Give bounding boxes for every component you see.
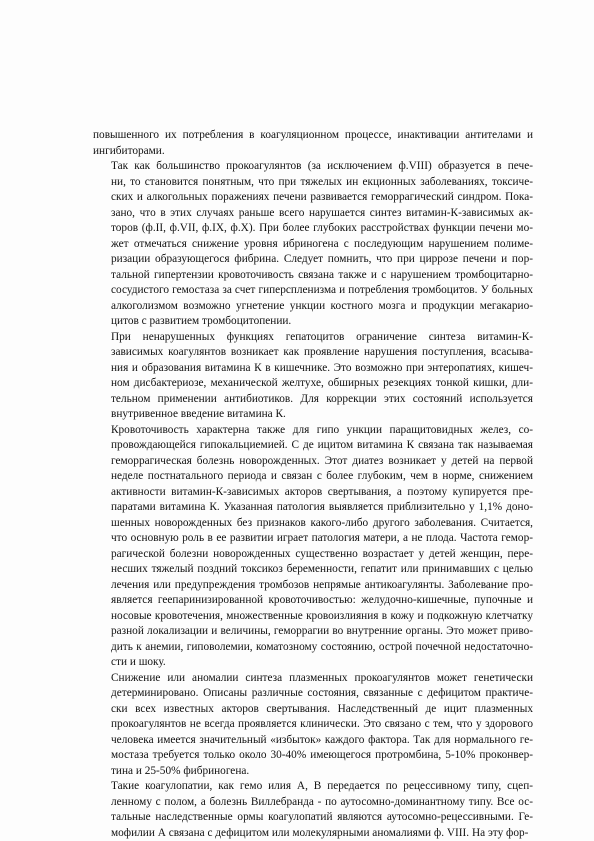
text-line: детерминировано. Описаны различные состояния, связанные с дефицитом практиче- (93, 686, 533, 702)
text-line: неделе постнатального периода и связан с более глубоким, чем в норме, снижением (93, 469, 533, 485)
text-line: лечения или предупреждения тромбозов непрямые антикоагулянты. Заболевание про- (93, 578, 533, 594)
text-line: носовые кровотечения, множественные кровоизлияния в кожу и подкожную клетчатку (93, 609, 533, 625)
paragraph (93, 671, 533, 780)
text-line: ских и алкогольных поражениях печени развивается геморрагический синдром. Пока- (93, 190, 533, 206)
text-line: человека имеется значительный «избыток» каждого фактора. Так для нормального ге- (93, 733, 533, 749)
text-line: рагической болезни новорожденных существенно возрастает у детей женщин, пере- (93, 547, 533, 563)
text-line: внутривенное введение витамина К. (93, 407, 533, 423)
text-line: геморрагическая болезнь новорожденных. Этот диатез возникает у детей на первой (93, 454, 533, 470)
text-line: ленному с полом, а болезнь Виллебранда - по аутосомно-доминантному типу. Все ос- (93, 795, 533, 811)
text-line: ни, то становится понятным, что при тяжелых ин екционных заболеваниях, токсиче- (93, 175, 533, 191)
text-line: ном дисбактериозе, механической желтухе, обширных резекциях тонкой кишки, дли- (93, 376, 533, 392)
text-line: тина и 25-50% фибриногена. (93, 764, 533, 780)
document-page (93, 128, 533, 841)
text-line: ски всех известных акторов свертывания. Наследственный де ицит плазменных (93, 702, 533, 718)
text-line: шенных новорожденных без признаков какого-либо другого заболевания. Считается, (93, 516, 533, 532)
text-line: прокоагулянтов не всегда проявляется клинически. Это связано с тем, что у здорового (93, 717, 533, 733)
text-line: тальной гипертензии кровоточивость связана также и с нарушением тромбоцитарно- (93, 268, 533, 284)
text-line: При ненарушенных функциях гепатоцитов ограничение синтеза витамин-К- (93, 330, 533, 346)
paragraph (93, 159, 533, 330)
paragraph (93, 128, 533, 159)
text-line: сти и шоку. (93, 655, 533, 671)
text-line: дить к анемии, гиповолемии, коматозному состоянию, острой почечной недостаточно- (93, 640, 533, 656)
text-line: паратами витамина К. Указанная патология выявляется приблизительно у 1,1% доно- (93, 500, 533, 516)
text-line: зависимых коагулянтов возникает как проявление нарушения поступления, всасыва- (93, 345, 533, 361)
text-line: ингибиторами. (93, 144, 533, 160)
text-line: тельном применении антибиотиков. Для коррекции этих состояний используется (93, 392, 533, 408)
text-line: ния и образования витамина К в кишечнике. Это возможно при энтеропатиях, кишеч- (93, 361, 533, 377)
text-line: мостаза требуется только около 30-40% имеющегося протромбина, 5-10% проконвер- (93, 748, 533, 764)
text-line: тальные наследственные ормы коагулопатий являются аутосомно-рецессивными. Ге- (93, 810, 533, 826)
text-line: мофилии А связана с дефицитом или молекулярными аномалиями ф. VIII. На эту фор- (93, 826, 533, 841)
text-line: зано, что в этих случаях раньше всего нарушается синтез витамин-К-зависимых ак- (93, 206, 533, 222)
text-line: является геепаринизированной кровоточивостью: желудочно-кишечные, пупочные и (93, 593, 533, 609)
text-line: разной локализации и величины, геморрагии во внутренние органы. Это может приво- (93, 624, 533, 640)
text-line: Снижение или аномалии синтеза плазменных прокоагулянтов может генетически (93, 671, 533, 687)
text-line: активности витамин-К-зависимых акторов свертывания, а поэтому купируется пре- (93, 485, 533, 501)
paragraph (93, 423, 533, 671)
text-line: торов (ф.II, ф.VII, ф.IX, ф.X). При более глубоких расстройствах функции печени мо- (93, 221, 533, 237)
text-line: что основную роль в ее развитии играет патология матери, а не плода. Частота гемор- (93, 531, 533, 547)
text-line: цитов с развитием тромбоцитопении. (93, 314, 533, 330)
text-line: жет отмечаться снижение уровня ибриногена с последующим нарушением полиме- (93, 237, 533, 253)
paragraph (93, 330, 533, 423)
text-line: провождающейся гипокальциемией. С де ицитом витамина К связана так называемая (93, 438, 533, 454)
text-line: Такие коагулопатии, как гемо илия А, В передается по рецессивному типу, сцеп- (93, 779, 533, 795)
text-line: алкоголизмом возможно угнетение ункции костного мозга и продукции мегакарио- (93, 299, 533, 315)
text-line: Так как большинство прокоагулянтов (за исключением ф.VIII) образуется в пече- (93, 159, 533, 175)
text-line: Кровоточивость характерна также для гипо ункции паращитовидных желез, со- (93, 423, 533, 439)
paragraph (93, 779, 533, 841)
text-line: несших тяжелый поздний токсикоз беременности, гепатит или принимавших с целью (93, 562, 533, 578)
text-line: повышенного их потребления в коагуляционном процессе, инактивации антителами и (93, 128, 533, 144)
text-line: сосудистого гемостаза за счет гиперспленизма и потребления тромбоцитов. У больных (93, 283, 533, 299)
text-line: ризации образующегося фибрина. Следует помнить, что при циррозе печени и пор- (93, 252, 533, 268)
